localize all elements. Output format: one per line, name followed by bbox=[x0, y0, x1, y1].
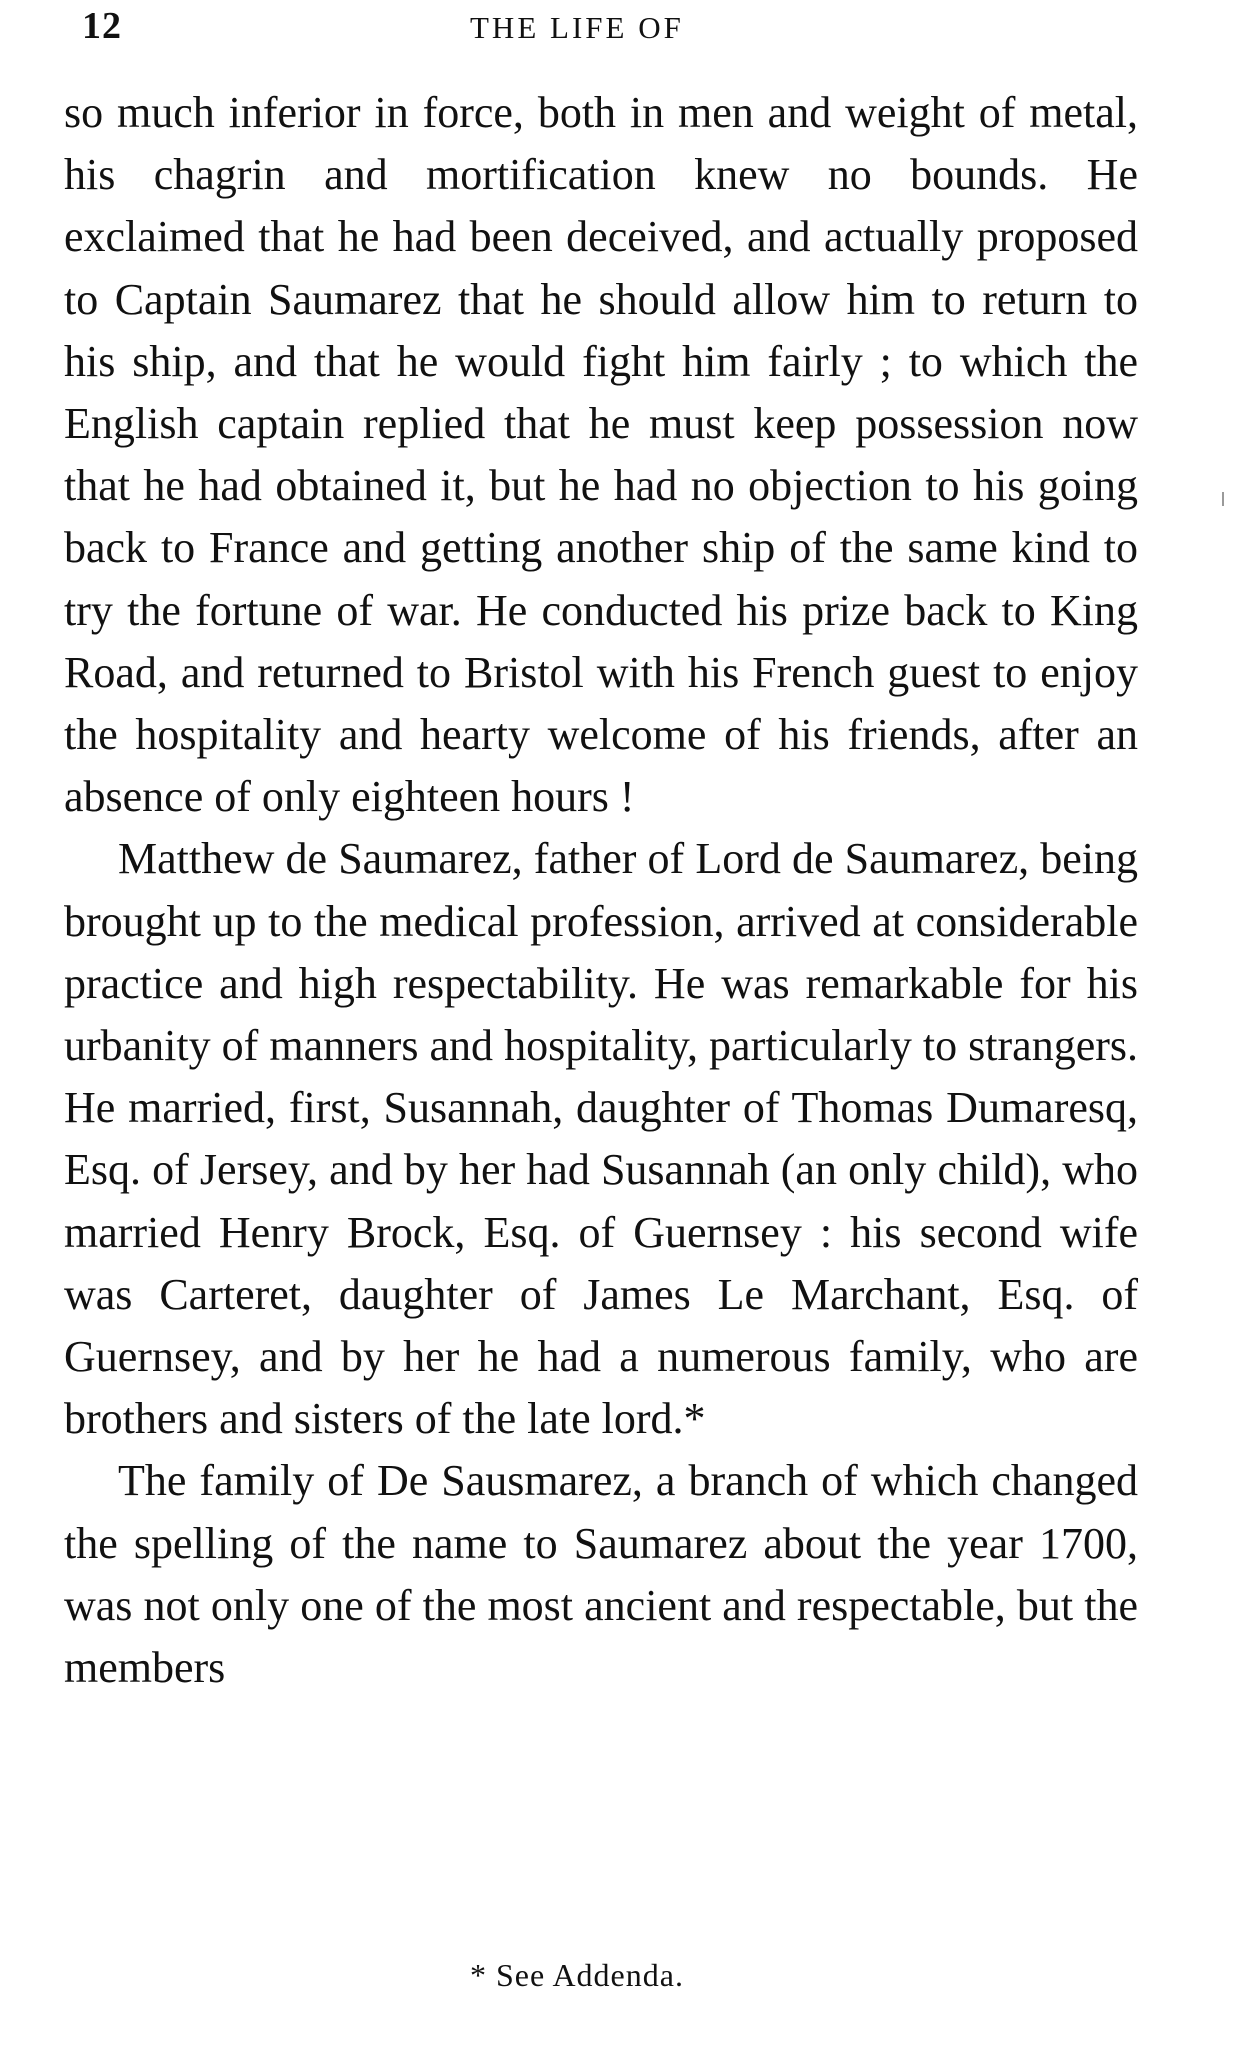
paragraph-continuation: so much inferior in force, both in men and weight of metal, his chagrin and mortification knew no bounds. He exclaimed that he had been deceived, and actually proposed to Captain Saumarez that he should allow him to return to his ship, and that he would fight him fairly ; to which the English captain replied that he must keep possession now that he had obtained it, but he had no objection to his going back to France and getting another ship of the same kind to try the fortune of war. He conducted his prize back to King Road, and returned to Bristol with his French guest to enjoy the hospitality and hearty welcome of his friends, after an absence of only eighteen hours ! bbox=[64, 88, 1138, 822]
paragraph-matthew-de-saumarez: Matthew de Saumarez, father of Lord de Saumarez, being brought up to the medical profession, arrived at considerable practice and high respectability. He was remarkable for his urbanity of manners and hospitality, particularly to strangers. He married, first, Susannah, daughter of Thomas Dumaresq, Esq. of Jersey, and by her had Susannah (an only child), who married Henry Brock, Esq. of Guernsey : his second wife was Carteret, daughter of James Le Marchant, Esq. of Guernsey, and by her he had a numerous family, who are brothers and sisters of the late lord.* bbox=[64, 834, 1138, 1444]
page-number: 12 bbox=[82, 5, 122, 47]
running-title: THE LIFE OF bbox=[470, 10, 684, 45]
body-text bbox=[64, 82, 1138, 1699]
footnote: * See Addenda. bbox=[470, 1957, 684, 1993]
page-edge-mark bbox=[1222, 492, 1224, 506]
paragraph-family-de-sausmarez: The family of De Sausmarez, a branch of which changed the spelling of the name to Saumarez about the year 1700, was not only one of the most ancient and respectable, but the members bbox=[64, 1456, 1138, 1693]
